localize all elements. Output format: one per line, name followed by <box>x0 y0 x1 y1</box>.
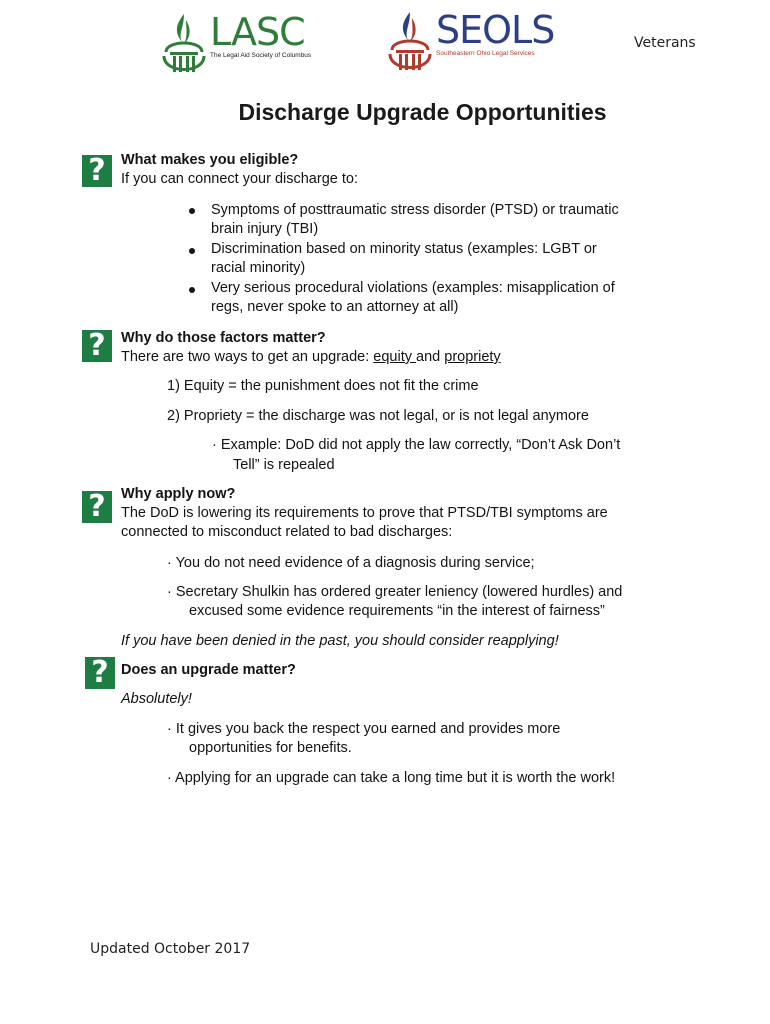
point-2-line-1: · Secretary Shulkin has ordered greater leniency (lowered hurdles) and <box>167 584 623 600</box>
bullet-3-line-1: Very serious procedural violations (examples: misapplication of <box>211 280 615 296</box>
bullet-dot <box>189 248 195 254</box>
bullet-1-line-2: brain injury (TBI) <box>211 221 319 237</box>
benefit-1-line-2: opportunities for benefits. <box>189 740 352 756</box>
equity-link: equity <box>373 349 417 365</box>
question-mark-icon: ? <box>82 155 112 187</box>
bullet-1-line-1: Symptoms of posttraumatic stress disorder (PTSD) or traumatic <box>211 202 619 218</box>
section-1-question: What makes you eligible? <box>121 152 299 168</box>
section-4-answer: Absolutely! <box>121 691 192 707</box>
propriety-link: propriety <box>444 349 501 365</box>
corner-label: Veterans <box>634 35 696 51</box>
question-mark-icon: ? <box>85 657 115 689</box>
bullet-2-line-2: racial minority) <box>211 260 306 276</box>
benefit-2: · Applying for an upgrade can take a long time but it is worth the work! <box>167 770 616 786</box>
point-1: · You do not need evidence of a diagnosis during service; <box>167 555 535 571</box>
question-mark-icon: ? <box>82 330 112 362</box>
bullet-3-line-2: regs, never spoke to an attorney at all) <box>211 299 459 315</box>
section-2-intro <box>121 348 501 368</box>
lasc-flame-icon <box>162 12 206 80</box>
lasc-tagline: The Legal Aid Society of Columbus <box>210 52 312 59</box>
question-mark-icon: ? <box>82 491 112 523</box>
section-1-intro: If you can connect your discharge to: <box>121 171 358 187</box>
bullet-dot <box>189 208 195 214</box>
seols-logo <box>388 10 554 80</box>
lasc-name: LASC <box>210 10 305 54</box>
lasc-logo <box>162 12 311 80</box>
bullet-dot <box>189 287 195 293</box>
section-4-question: Does an upgrade matter? <box>121 662 296 678</box>
example-line-1: · Example: DoD did not apply the law correctly, “Don’t Ask Don’t <box>212 437 621 453</box>
example-line-2: Tell” is repealed <box>233 457 335 473</box>
reapply-note: If you have been denied in the past, you should consider reapplying! <box>121 633 559 649</box>
section-3-intro-line-1: The DoD is lowering its requirements to prove that PTSD/TBI symptoms are <box>121 505 608 521</box>
section-3-intro-line-2: connected to misconduct related to bad discharges: <box>121 524 453 540</box>
intro-and: and <box>416 349 445 365</box>
item-equity: 1) Equity = the punishment does not fit the crime <box>167 378 479 394</box>
page-title: Discharge Upgrade Opportunities <box>238 99 607 125</box>
section-2-question: Why do those factors matter? <box>121 330 326 346</box>
footer-updated: Updated October 2017 <box>90 941 251 957</box>
bullet-2-line-1: Discrimination based on minority status (examples: LGBT or <box>211 241 597 257</box>
seols-name: SEOLS <box>436 8 555 52</box>
seols-flame-icon <box>388 10 432 80</box>
section-3-question: Why apply now? <box>121 486 236 502</box>
benefit-1-line-1: · It gives you back the respect you earned and provides more <box>167 721 561 737</box>
item-propriety: 2) Propriety = the discharge was not legal, or is not legal anymore <box>167 408 589 424</box>
seols-tagline: Southeastern Ohio Legal Services <box>436 50 535 57</box>
point-2-line-2: excused some evidence requirements “in the interest of fairness” <box>189 603 605 619</box>
intro-text: There are two ways to get an upgrade: <box>121 349 374 365</box>
